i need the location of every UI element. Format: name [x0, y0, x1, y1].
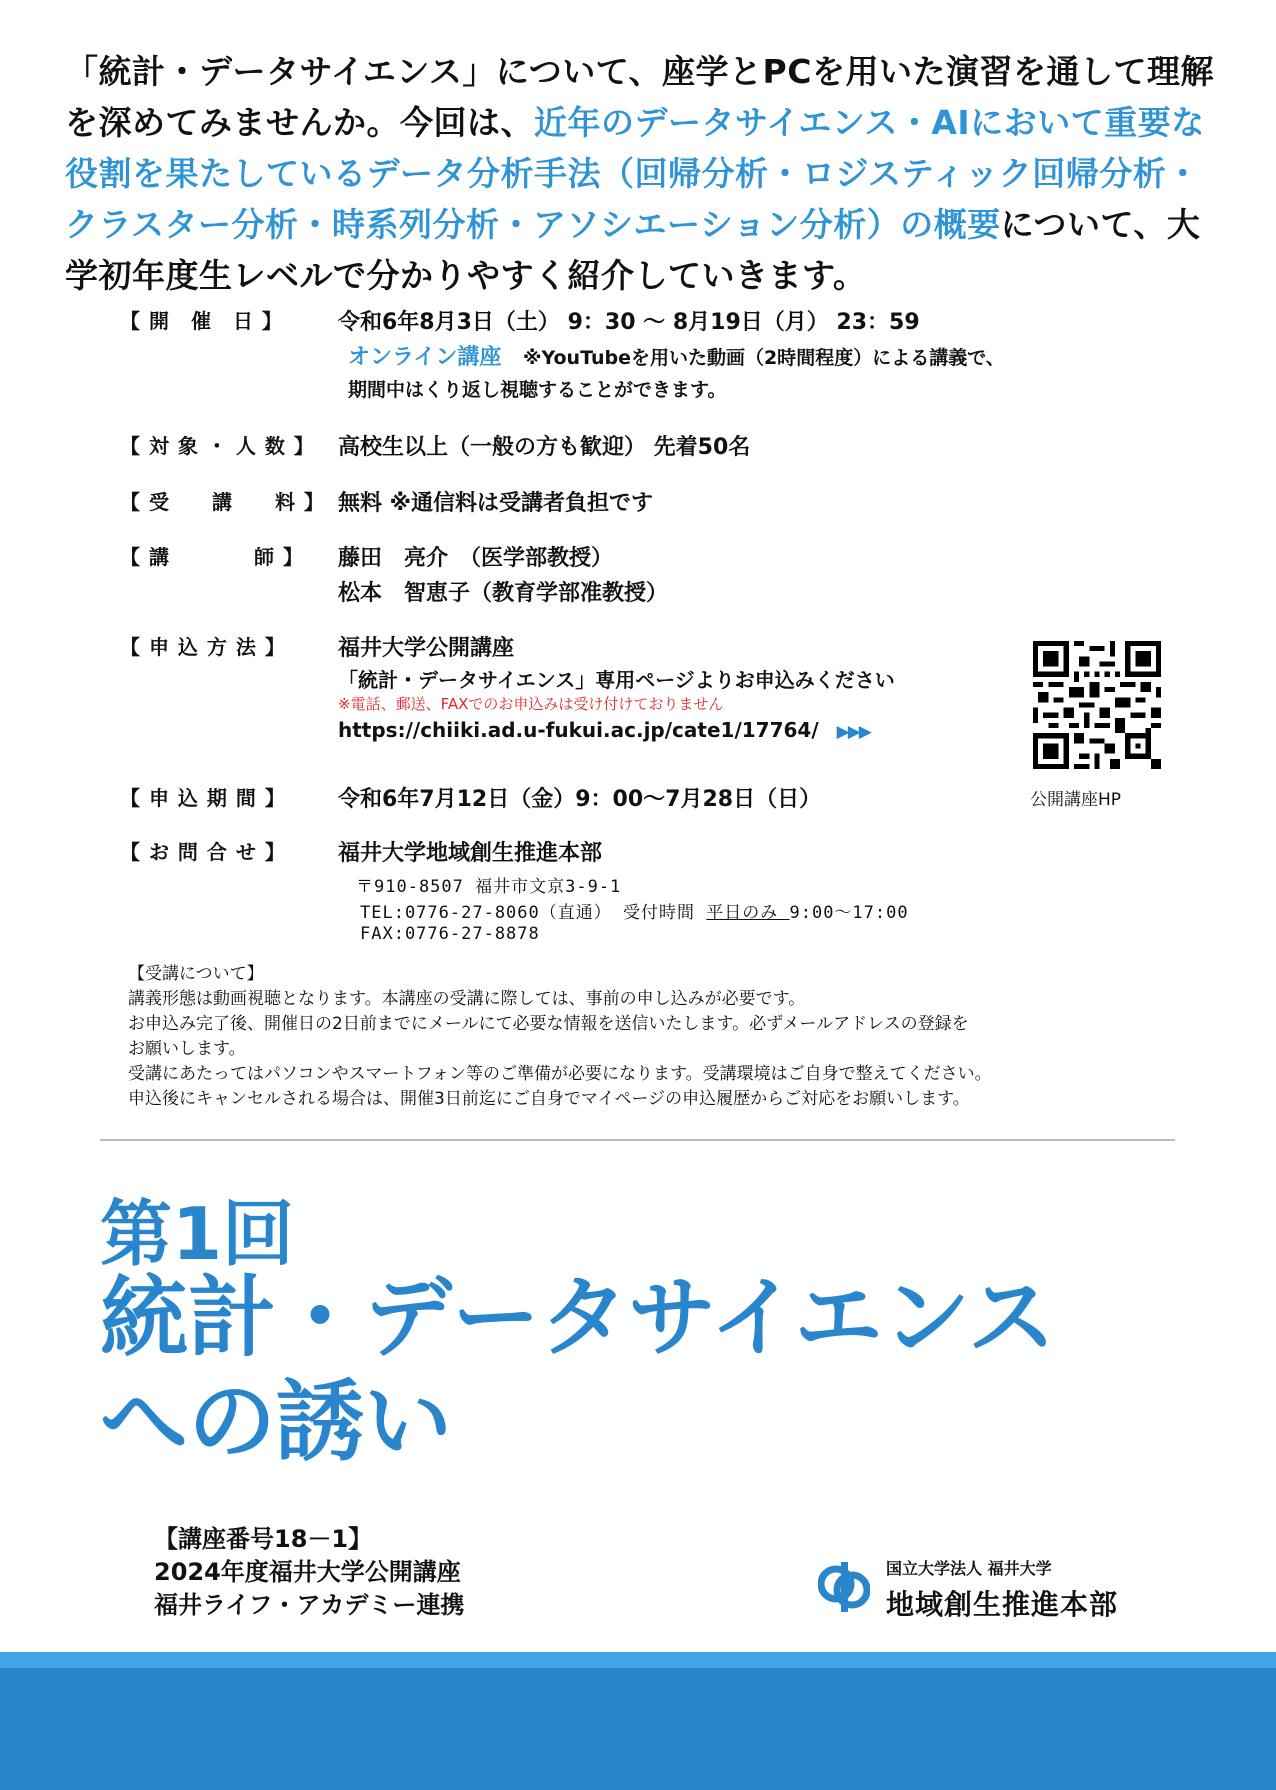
online-label: オンライン講座 — [348, 345, 502, 370]
notes-block — [128, 962, 1188, 1112]
intro-part1: 「統計・データサイエンス」について、座学とPCを用いた演習を通して理解を深めてみませんか。今回は、 — [65, 52, 1214, 142]
period-label: 【 申 込 期 間 】 — [120, 786, 286, 810]
lecturer-2: 松本 智恵子（教育学部准教授） — [338, 581, 669, 606]
footer-info — [154, 1523, 464, 1622]
lecturer-label: 【 講 師 】 — [120, 545, 304, 569]
title-line-2: 統計・データサイエンス — [100, 1266, 1056, 1369]
target-value: 高校生以上（一般の方も歓迎） 先着50名 — [338, 435, 751, 460]
apply-url-link[interactable]: https://chiiki.ad.u-fukui.ac.jp/cate1/17764/ — [338, 718, 819, 742]
organization — [886, 1556, 1118, 1623]
date-value: 令和6年8月3日（土） 9：30 〜 8月19日（月） 23：59 — [338, 310, 920, 335]
notes-heading: 【受講について】 — [128, 964, 264, 984]
footer-band-stripe — [0, 1652, 1276, 1668]
org-line-1: 国立大学法人 福井大学 — [886, 1559, 1052, 1578]
fee-value: 無料 ※通信料は受講者負担です — [338, 491, 654, 516]
fee-label: 【 受 講 料 】 — [120, 490, 325, 514]
divider — [100, 1139, 1175, 1141]
online-note-2: 期間中はくり返し視聴することができます。 — [348, 379, 727, 401]
org-line-2: 地域創生推進本部 — [886, 1588, 1119, 1621]
contact-address: 〒910-8507 福井市文京3-9-1 — [356, 877, 622, 897]
course-year: 2024年度福井大学公開講座 — [154, 1558, 461, 1586]
apply-2: 「統計・データサイエンス」専用ページよりお申込みください — [338, 668, 895, 692]
intro-part2: について、大学初年度生レベルで分かりやすく紹介していきます。 — [65, 205, 1201, 295]
qr-label: 公開講座HP — [1030, 790, 1122, 810]
title-line-3: への誘い — [100, 1370, 453, 1473]
apply-warning: ※電話、郵送、FAXでのお申込みは受け付けておりません — [338, 695, 724, 713]
target-label: 【 対 象 ・ 人 数 】 — [120, 434, 315, 458]
online-note-1: ※YouTubeを用いた動画（2時間程度）による講義で、 — [523, 347, 1005, 369]
contact-tel: TEL:0776-27-8060（直通） 受付時間 — [360, 903, 707, 923]
notes-line: お申込み完了後、開催日の2日前までにメールにて必要な情報を送信いたします。必ずメールアドレスの登録を — [128, 1014, 969, 1034]
course-number: 【講座番号18－1】 — [154, 1525, 373, 1553]
apply-label: 【 申 込 方 法 】 — [120, 635, 286, 659]
university-logo-icon — [818, 1558, 870, 1616]
notes-line: 受講にあたってはパソコンやスマートフォン等のご準備が必要になります。受講環境はご自身で整えてください。 — [128, 1064, 992, 1084]
intro-highlight: 近年のデータサイエンス・AIにおいて重要な役割を果たしているデータ分析手法（回帰分析・ロジスティック回帰分析・クラスター分析・時系列分析・アソシエーション分析）の概要 — [65, 103, 1205, 244]
period-value: 令和6年7月12日（金）9：00〜7月28日（日） — [338, 787, 822, 812]
title-session: 第1回 — [100, 1192, 295, 1276]
notes-line: お願いします。 — [128, 1039, 246, 1059]
date-label: 【 開 催 日 】 — [120, 309, 283, 333]
contact-hours: 9:00〜17:00 — [789, 903, 909, 923]
arrows-icon: ▶▶▶ — [836, 722, 870, 742]
notes-line: 講義形態は動画視聴となります。本講座の受講に際しては、事前の申し込みが必要です。 — [128, 989, 806, 1009]
contact-label: 【 お 問 合 せ 】 — [120, 840, 286, 864]
lecturer-1: 藤田 亮介 （医学部教授） — [338, 546, 614, 571]
contact-fax: FAX:0776-27-8878 — [360, 924, 540, 944]
intro-text — [65, 46, 1225, 301]
footer-band — [0, 1668, 1276, 1790]
contact-org: 福井大学地域創生推進本部 — [338, 841, 603, 866]
course-partner: 福井ライフ・アカデミー連携 — [154, 1591, 465, 1619]
notes-line: 申込後にキャンセルされる場合は、開催3日前迄にご自身でマイページの申込履歴からご対応をお願いします。 — [128, 1089, 970, 1109]
contact-tel-weekdays: 平日のみ — [706, 903, 790, 923]
page-title — [100, 1266, 1056, 1474]
qr-code-icon[interactable] — [1033, 641, 1161, 769]
apply-1: 福井大学公開講座 — [338, 636, 515, 661]
